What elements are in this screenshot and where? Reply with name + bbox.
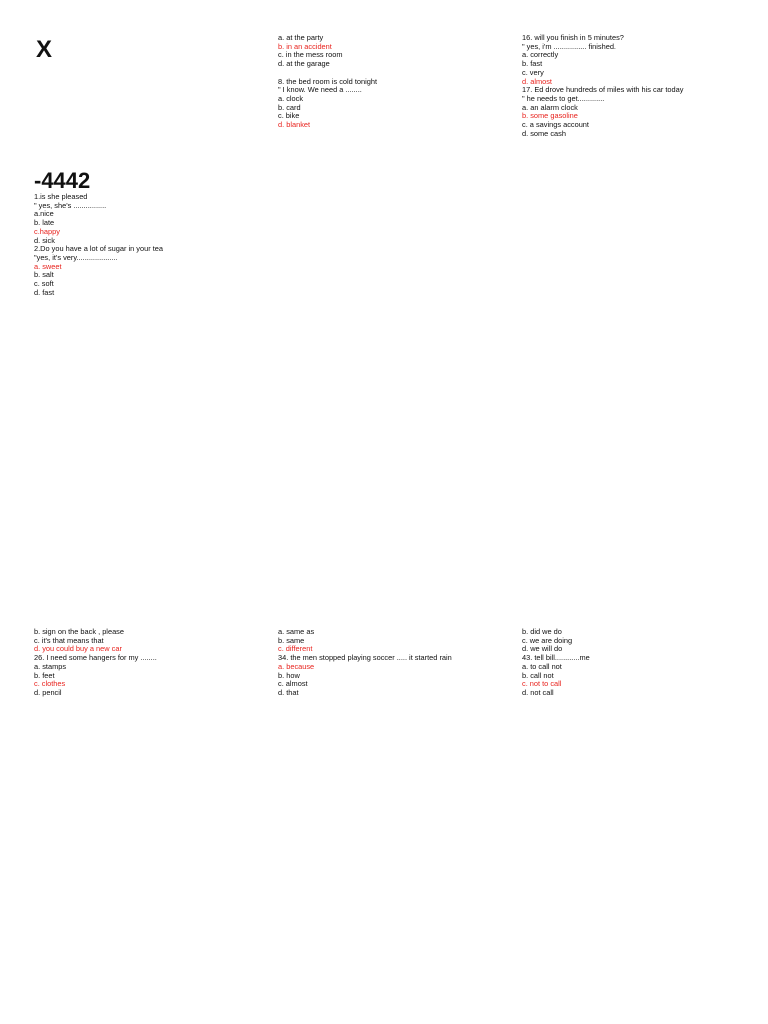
question-line: a. stamps <box>34 661 67 671</box>
question-line: d. fast <box>34 287 55 297</box>
question-line: a. an alarm clock <box>522 102 578 112</box>
answer-line: b. some gasoline <box>522 111 578 121</box>
column-right-top <box>522 34 752 138</box>
question-line: 34. the men stopped playing soccer ..... it started rain <box>278 653 452 663</box>
question-line: a.nice <box>34 209 54 219</box>
question-line: c. we are doing <box>522 635 573 645</box>
answer-line: a. because <box>278 661 315 671</box>
answer-line: b. in an accident <box>278 41 332 51</box>
page-mark: X <box>36 36 53 63</box>
question-line: d. pencil <box>34 687 62 697</box>
question-line: 26. I need some hangers for my ........ <box>34 653 157 663</box>
question-line: " yes, she's ................ <box>34 200 107 210</box>
question-line: d. sick <box>34 235 55 245</box>
column-middle-top <box>278 34 508 130</box>
question-line: b. call not <box>522 670 554 680</box>
question-line: a. at the party <box>278 33 324 42</box>
column-left-top <box>34 193 264 297</box>
answer-line: c. different <box>278 644 313 654</box>
answer-line: a. sweet <box>34 261 62 271</box>
question-line: " yes, i'm ................ finished. <box>522 41 616 51</box>
question-line: 17. Ed drove hundreds of miles with his car today <box>522 85 684 95</box>
question-line: c. bike <box>278 111 300 121</box>
question-line: c. it's that means that <box>34 635 104 645</box>
answer-line: d. almost <box>522 76 552 86</box>
answer-line: c.happy <box>34 226 60 236</box>
question-line: a. correctly <box>522 50 559 60</box>
question-line: 1.is she pleased <box>34 192 88 201</box>
answer-line: c. clothes <box>34 679 66 689</box>
question-line: a. to call not <box>522 661 562 671</box>
question-line: b. how <box>278 670 300 680</box>
test-code: -4442 <box>34 168 91 193</box>
question-line: d. not call <box>522 687 554 697</box>
answer-line: c. not to call <box>522 679 562 689</box>
question-line: d. we will do <box>522 644 563 654</box>
question-line: b. feet <box>34 670 55 680</box>
question-line: b. sign on the back , please <box>34 627 124 636</box>
question-line: c. almost <box>278 679 308 689</box>
question-line: b. did we do <box>522 627 562 636</box>
question-line: "yes, it's very.................... <box>34 252 118 262</box>
question-line: 16. will you finish in 5 minutes? <box>522 33 624 42</box>
answer-line: d. blanket <box>278 120 311 130</box>
question-line: " I know. We need a ........ <box>278 85 362 95</box>
question-line: c. in the mess room <box>278 50 343 60</box>
question-line: a. same as <box>278 627 315 636</box>
question-line: c. soft <box>34 279 54 289</box>
column-right-bottom <box>522 628 752 698</box>
question-line: 2.Do you have a lot of sugar in your tea <box>34 244 164 254</box>
question-line: 43. tell bill............me <box>522 653 590 663</box>
question-line: b. same <box>278 635 305 645</box>
question-line: c. a savings account <box>522 120 589 130</box>
question-line: a. clock <box>278 93 304 103</box>
question-line: b. late <box>34 218 55 228</box>
question-line: b. card <box>278 102 301 112</box>
column-middle-bottom <box>278 628 508 698</box>
answer-line: d. you could buy a new car <box>34 644 122 654</box>
question-line: c. very <box>522 67 544 77</box>
question-line: d. that <box>278 687 299 697</box>
question-line: 8. the bed room is cold tonight <box>278 76 378 86</box>
question-line: b. fast <box>522 59 543 69</box>
question-line: b. salt <box>34 270 54 280</box>
question-line: d. at the garage <box>278 59 330 69</box>
question-line: d. some cash <box>522 128 566 138</box>
question-line: " he needs to get............. <box>522 93 605 103</box>
column-left-bottom <box>34 628 264 698</box>
